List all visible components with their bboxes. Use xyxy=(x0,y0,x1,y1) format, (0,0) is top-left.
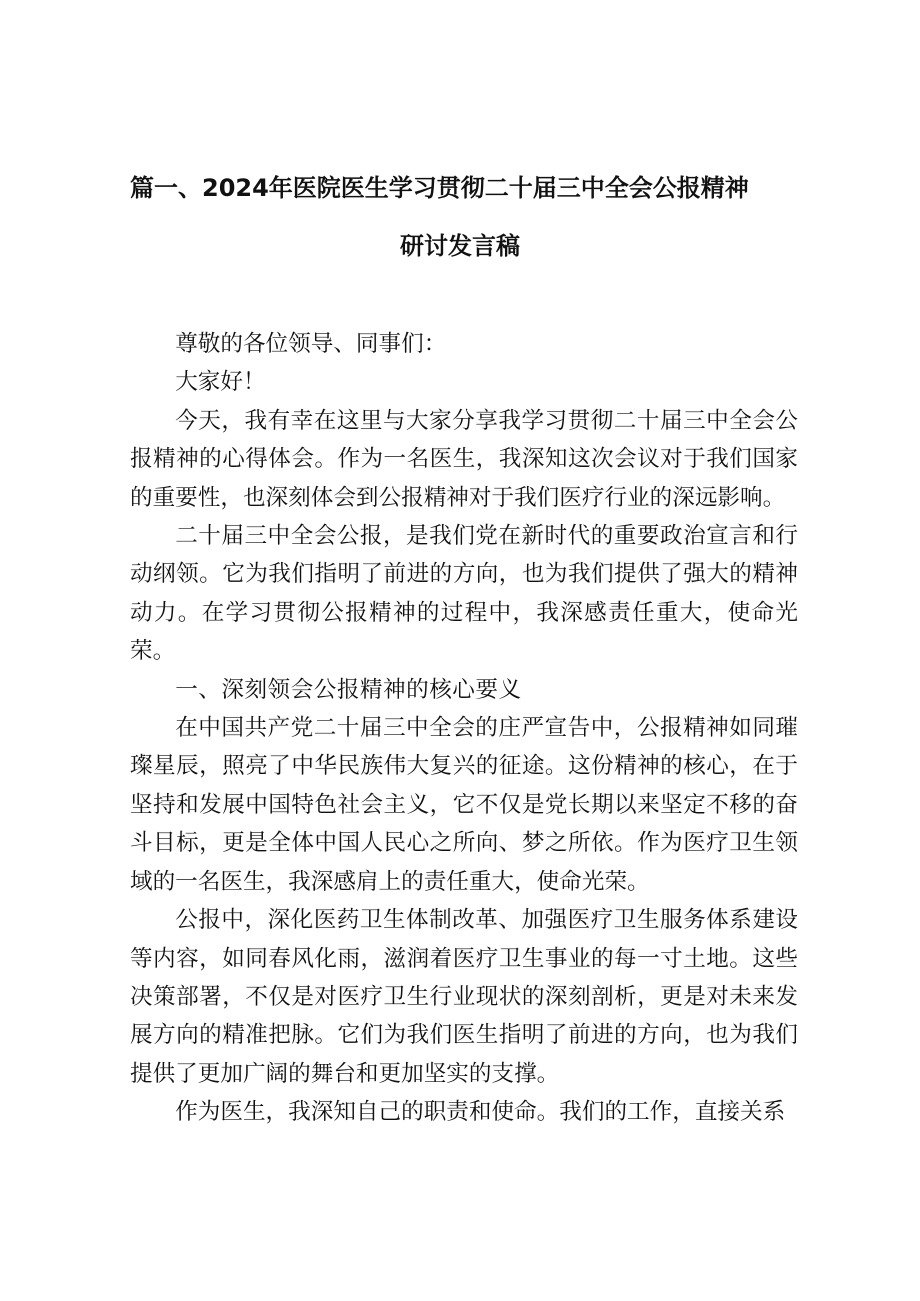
section-heading: 一、深刻领会公报精神的核心要义 xyxy=(175,676,522,703)
salutation: 尊敬的各位领导、同事们： xyxy=(175,331,447,357)
document-title-line-1: 篇一、2024年医院医生学习贯彻二十届三中全会公报精神 xyxy=(130,174,749,202)
document-title-line-2: 研讨发言稿 xyxy=(400,232,520,260)
greeting: 大家好！ xyxy=(175,369,266,396)
paragraph: 在中国共产党二十届三中全会的庄严宣告中，公报精神如同璀璨星辰，照亮了中华民族伟大复兴的征途。这份精神的核心，在于坚持和发展中国特色社会主义，它不仅是党长期以来坚定不移的奋斗目标，更是全体中国人民心之所向、梦之所依。作为医疗卫生领域的一名医生，我深感肩上的责任重大，使命光荣。 xyxy=(130,715,798,895)
paragraph: 作为医生，我深知自己的职责和使命。我们的工作，直接关系 xyxy=(175,1099,786,1126)
paragraph: 二十届三中全会公报，是我们党在新时代的重要政治宣言和行动纲领。它为我们指明了前进的方向，也为我们提供了强大的精神动力。在学习贯彻公报精神的过程中，我深感责任重大，使命光荣。 xyxy=(130,523,798,665)
document-body xyxy=(130,325,798,1132)
paragraph: 今天，我有幸在这里与大家分享我学习贯彻二十届三中全会公报精神的心得体会。作为一名医生，我深知这次会议对于我们国家的重要性，也深刻体会到公报精神对于我们医疗行业的深远影响。 xyxy=(130,407,798,511)
paragraph: 公报中，深化医药卫生体制改革、加强医疗卫生服务体系建设等内容，如同春风化雨，滋润着医疗卫生事业的每一寸土地。这些决策部署，不仅是对医疗卫生行业现状的深刻剖析，更是对未来发展方向的精准把脉。它们为我们医生指明了前进的方向，也为我们提供了更加广阔的舞台和更加坚实的支撑。 xyxy=(130,907,798,1087)
